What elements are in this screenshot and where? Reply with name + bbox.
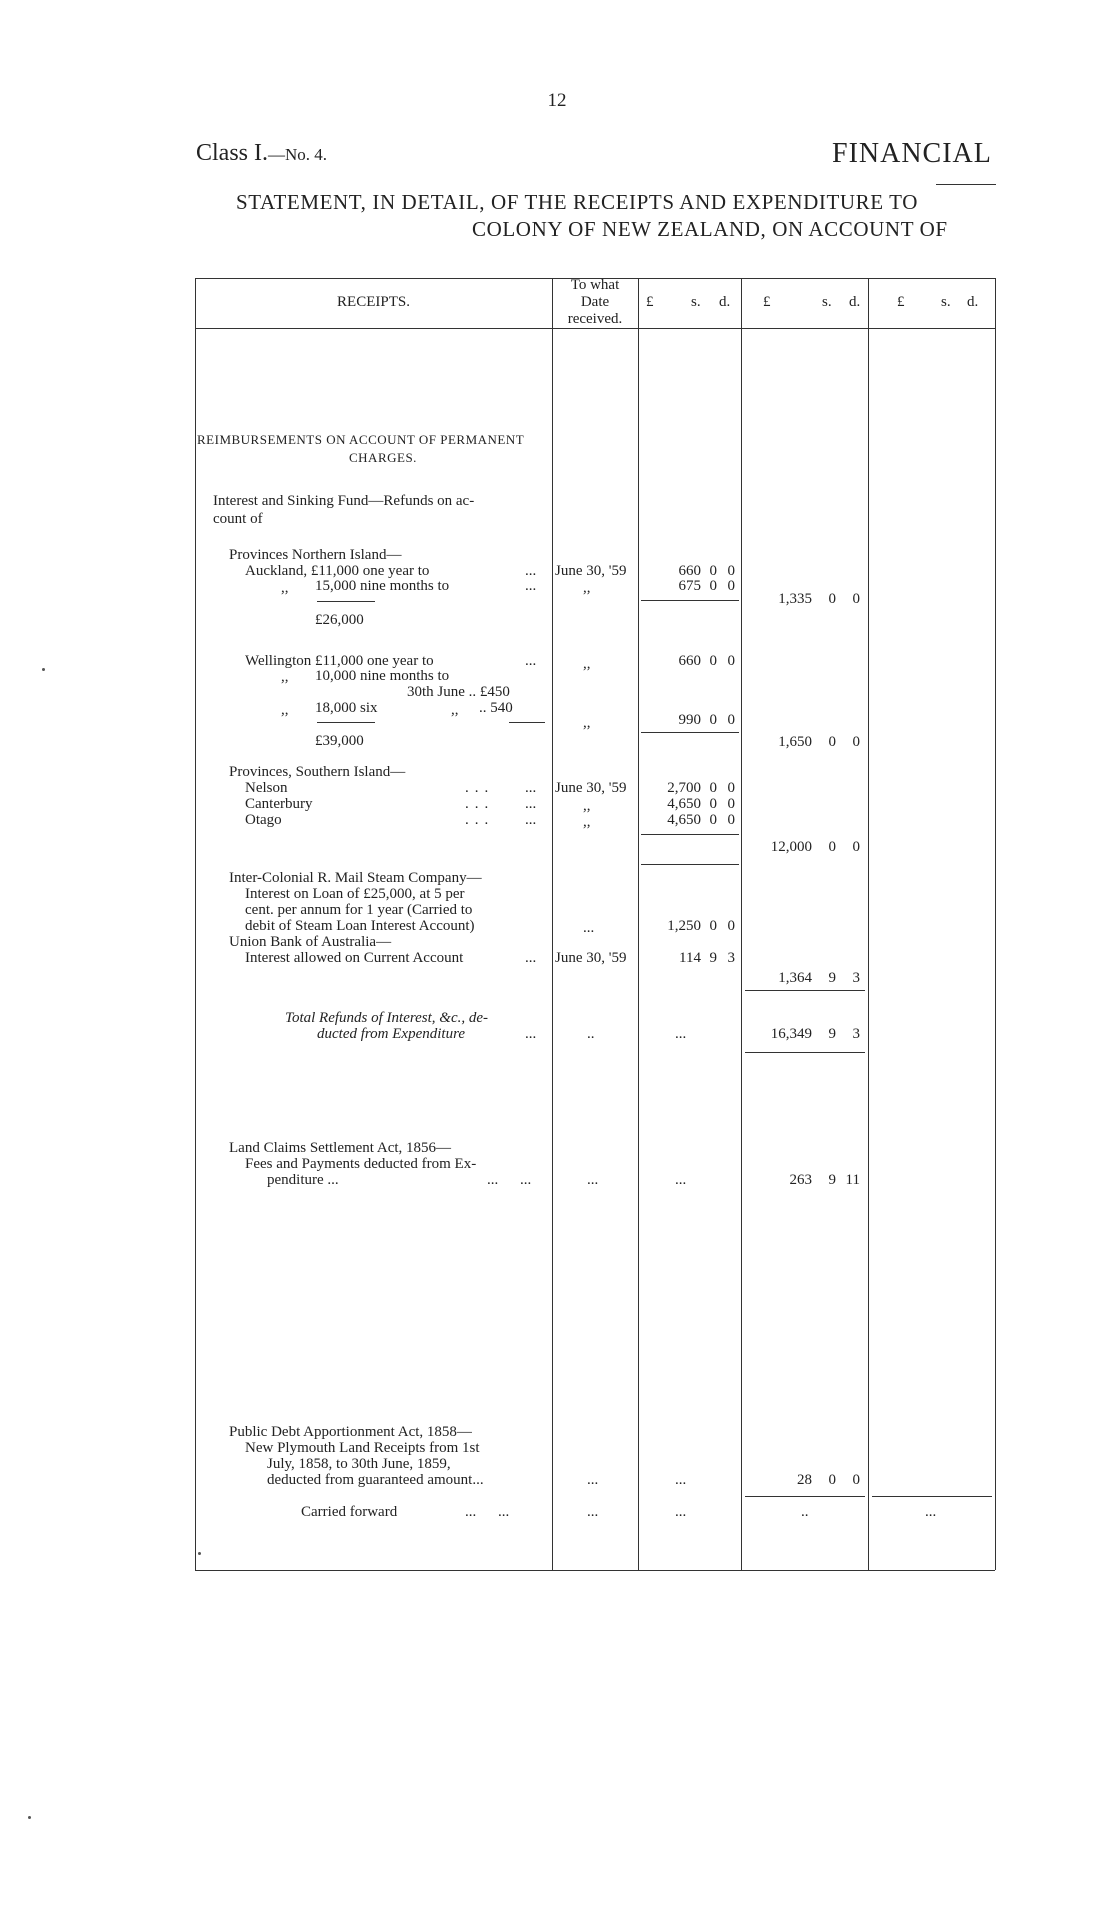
mail-line-3: cent. per annum for 1 year (Carried to bbox=[245, 902, 473, 918]
wellington-line-2b: 30th June .. £450 bbox=[407, 684, 510, 700]
land-claims-dots: ... ... bbox=[487, 1172, 532, 1188]
date-auckland-2: ,, bbox=[583, 580, 591, 596]
carried-forward-dots: ... ... bbox=[465, 1504, 510, 1520]
mail-line-1: Inter-Colonial R. Mail Steam Company— bbox=[229, 870, 482, 886]
date-union: June 30, '59 bbox=[555, 950, 627, 966]
land-claims-line-3: penditure ... bbox=[267, 1172, 339, 1188]
auckland-subrule bbox=[317, 601, 375, 602]
interest-heading-2: count of bbox=[213, 511, 263, 527]
amount-wellington-3-pence: 0 bbox=[727, 712, 735, 728]
col-rule-right bbox=[995, 278, 996, 1570]
date-total: .. bbox=[587, 1026, 595, 1042]
amount-wellington-3-pounds: 990 bbox=[678, 712, 701, 728]
total-south-pence: 0 bbox=[852, 839, 860, 855]
carried-rule-col2 bbox=[745, 1496, 865, 1497]
reimbursements-heading-2: CHARGES. bbox=[349, 450, 417, 465]
total-wellington-shillings: 0 bbox=[828, 734, 836, 750]
land-pounds: 263 bbox=[789, 1172, 812, 1188]
total-south-shillings: 0 bbox=[828, 839, 836, 855]
statement-title-line1: STATEMENT, IN DETAIL, OF THE RECEIPTS AND EXPENDITURE TO bbox=[236, 190, 918, 214]
south-amount-rule bbox=[641, 834, 739, 835]
financial-heading: FINANCIAL bbox=[832, 138, 992, 169]
land-claims-line-1: Land Claims Settlement Act, 1856— bbox=[229, 1140, 452, 1156]
canterbury-dots-2: ... bbox=[525, 796, 537, 812]
total-refunds-pounds: 16,349 bbox=[770, 1026, 812, 1042]
heading-rule bbox=[936, 184, 996, 185]
total-auckland-pence: 0 bbox=[852, 591, 860, 607]
total-wellington-pence: 0 bbox=[852, 734, 860, 750]
total-refunds-dots: ... bbox=[525, 1026, 537, 1042]
stray-mark-2 bbox=[28, 1816, 31, 1819]
pd-pence: 0 bbox=[852, 1472, 860, 1488]
wellington-line-3-ditto: ,, bbox=[281, 702, 289, 718]
wellington-total: £39,000 bbox=[315, 733, 364, 749]
amount-land-col1: ... bbox=[675, 1172, 687, 1188]
canterbury-dots: ... bbox=[465, 796, 495, 812]
public-debt-line-4: deducted from guaranteed amount... bbox=[267, 1472, 484, 1488]
header-shilling-1: s. bbox=[691, 294, 701, 310]
wellington-subrule-left bbox=[317, 722, 375, 723]
header-pound-2: £ bbox=[763, 294, 771, 310]
mail-line-2: Interest on Loan of £25,000, at 5 per bbox=[245, 886, 465, 902]
header-shilling-2: s. bbox=[822, 294, 832, 310]
total-refunds-pence: 3 bbox=[852, 1026, 860, 1042]
union-line-1: Union Bank of Australia— bbox=[229, 934, 392, 950]
amount-carried-col2: .. bbox=[801, 1504, 809, 1520]
wellington-amount-rule bbox=[641, 732, 739, 733]
amount-union-pence: 3 bbox=[727, 950, 735, 966]
amount-wellington-1-pence: 0 bbox=[727, 653, 735, 669]
col-rule-left bbox=[195, 278, 196, 1570]
wellington-line-1-dots: ... bbox=[525, 653, 537, 669]
wellington-subrule-right bbox=[509, 722, 545, 723]
header-receipts: RECEIPTS. bbox=[337, 294, 410, 310]
class-main: Class I. bbox=[196, 140, 268, 166]
amount-auckland-1-pounds: 660 bbox=[678, 563, 701, 579]
mail-amount-top-rule bbox=[641, 864, 739, 865]
nelson-dots-2: ... bbox=[525, 780, 537, 796]
mail-line-4: debit of Steam Loan Interest Account) bbox=[245, 918, 475, 934]
canterbury-label: Canterbury bbox=[245, 796, 313, 812]
date-nelson: June 30, '59 bbox=[555, 780, 627, 796]
total-mail-union-shillings: 9 bbox=[828, 970, 836, 986]
auckland-line-1-dots: ... bbox=[525, 563, 537, 579]
north-heading: Provinces Northern Island— bbox=[229, 547, 402, 563]
amount-wellington-3-shillings: 0 bbox=[709, 712, 717, 728]
amount-auckland-1-pence: 0 bbox=[727, 563, 735, 579]
public-debt-line-3: July, 1858, to 30th June, 1859, bbox=[267, 1456, 451, 1472]
auckland-line-2-dots: ... bbox=[525, 578, 537, 594]
otago-dots-2: ... bbox=[525, 812, 537, 828]
amount-mail-shillings: 0 bbox=[709, 918, 717, 934]
total-refunds-line-1: Total Refunds of Interest, &c., de- bbox=[285, 1010, 489, 1026]
amount-auckland-2-pounds: 675 bbox=[678, 578, 701, 594]
public-debt-line-2: New Plymouth Land Receipts from 1st bbox=[245, 1440, 480, 1456]
stray-mark-1 bbox=[42, 668, 45, 671]
reimbursements-heading-1: REIMBURSEMENTS ON ACCOUNT OF PERMANENT bbox=[197, 432, 525, 447]
col-rule-amt1 bbox=[638, 278, 639, 1570]
amount-wellington-1-shillings: 0 bbox=[709, 653, 717, 669]
date-canterbury: ,, bbox=[583, 798, 591, 814]
wellington-line-3-ditto2: ,, bbox=[451, 702, 459, 718]
wellington-line-2: 10,000 nine months to bbox=[315, 668, 450, 684]
land-shillings: 9 bbox=[828, 1172, 836, 1188]
auckland-line-2-ditto: ,, bbox=[281, 580, 289, 596]
wellington-line-3b: .. 540 bbox=[479, 700, 513, 716]
class-label bbox=[196, 140, 327, 167]
public-debt-line-1: Public Debt Apportionment Act, 1858— bbox=[229, 1424, 472, 1440]
stray-mark-3 bbox=[198, 1552, 201, 1555]
header-date-1: To what bbox=[570, 277, 620, 293]
header-pound-3: £ bbox=[897, 294, 905, 310]
page-number: 12 bbox=[547, 90, 567, 111]
amount-canterbury-shillings: 0 bbox=[709, 796, 717, 812]
auckland-line-2: 15,000 nine months to bbox=[315, 578, 450, 594]
header-date-2: Date bbox=[580, 294, 610, 310]
amount-carried-col1: ... bbox=[675, 1504, 687, 1520]
receipts-table bbox=[195, 278, 995, 1578]
interest-heading-1: Interest and Sinking Fund—Refunds on ac- bbox=[213, 493, 475, 509]
pd-shillings: 0 bbox=[828, 1472, 836, 1488]
col-rule-amt3 bbox=[868, 278, 869, 1570]
header-pound-1: £ bbox=[646, 294, 654, 310]
header-shilling-3: s. bbox=[941, 294, 951, 310]
amount-nelson-pounds: 2,700 bbox=[667, 780, 701, 796]
amount-canterbury-pounds: 4,650 bbox=[667, 796, 701, 812]
total-refunds-under-rule bbox=[745, 1052, 865, 1053]
col-rule-amt2 bbox=[741, 278, 742, 1570]
date-wellington-1: ,, bbox=[583, 656, 591, 672]
amount-total-col1: ... bbox=[675, 1026, 687, 1042]
carried-forward-label: Carried forward bbox=[301, 1504, 398, 1520]
nelson-dots: ... bbox=[465, 780, 495, 796]
total-mail-union-pence: 3 bbox=[852, 970, 860, 986]
statement-title-line2: COLONY OF NEW ZEALAND, ON ACCOUNT OF bbox=[472, 217, 948, 241]
nelson-label: Nelson bbox=[245, 780, 288, 796]
amount-nelson-shillings: 0 bbox=[709, 780, 717, 796]
wellington-line-3: 18,000 six bbox=[315, 700, 378, 716]
total-auckland-pounds: 1,335 bbox=[778, 591, 812, 607]
carried-rule-col3 bbox=[872, 1496, 992, 1497]
class-number: —No. 4. bbox=[268, 145, 328, 164]
date-auckland-1: June 30, '59 bbox=[555, 563, 627, 579]
auckland-total: £26,000 bbox=[315, 612, 364, 628]
auckland-amount-rule bbox=[641, 600, 739, 601]
date-mail: ... bbox=[583, 920, 595, 936]
amount-auckland-2-shillings: 0 bbox=[709, 578, 717, 594]
wellington-line-2-ditto: ,, bbox=[281, 669, 289, 685]
date-wellington-3: ,, bbox=[583, 715, 591, 731]
total-south-pounds: 12,000 bbox=[770, 839, 812, 855]
total-refunds-shillings: 9 bbox=[828, 1026, 836, 1042]
header-pence-1: d. bbox=[719, 294, 731, 310]
south-heading: Provinces, Southern Island— bbox=[229, 764, 406, 780]
amount-union-shillings: 9 bbox=[709, 950, 717, 966]
header-date-3: received. bbox=[567, 311, 623, 327]
total-wellington-pounds: 1,650 bbox=[778, 734, 812, 750]
auckland-line-1: Auckland, £11,000 one year to bbox=[245, 563, 430, 579]
table-bottom-rule bbox=[195, 1570, 995, 1571]
date-carried: ... bbox=[587, 1504, 599, 1520]
pd-pounds: 28 bbox=[797, 1472, 812, 1488]
header-pence-3: d. bbox=[967, 294, 979, 310]
amount-auckland-1-shillings: 0 bbox=[709, 563, 717, 579]
amount-otago-pence: 0 bbox=[727, 812, 735, 828]
amount-auckland-2-pence: 0 bbox=[727, 578, 735, 594]
header-pence-2: d. bbox=[849, 294, 861, 310]
date-land: ... bbox=[587, 1172, 599, 1188]
amount-nelson-pence: 0 bbox=[727, 780, 735, 796]
wellington-line-1: Wellington £11,000 one year to bbox=[245, 653, 434, 669]
date-otago: ,, bbox=[583, 814, 591, 830]
amount-otago-pounds: 4,650 bbox=[667, 812, 701, 828]
date-pd: ... bbox=[587, 1472, 599, 1488]
otago-label: Otago bbox=[245, 812, 282, 828]
total-mail-union-pounds: 1,364 bbox=[778, 970, 812, 986]
union-line-2: Interest allowed on Current Account bbox=[245, 950, 464, 966]
amount-otago-shillings: 0 bbox=[709, 812, 717, 828]
land-pence: 11 bbox=[845, 1172, 860, 1188]
union-line-2-dots: ... bbox=[525, 950, 537, 966]
amount-mail-pence: 0 bbox=[727, 918, 735, 934]
refund-total-rule bbox=[745, 990, 865, 991]
amount-carried-col3: ... bbox=[925, 1504, 937, 1520]
amount-pd-col1: ... bbox=[675, 1472, 687, 1488]
amount-union-pounds: 114 bbox=[679, 950, 701, 966]
otago-dots: ... bbox=[465, 812, 495, 828]
total-refunds-line-2: ducted from Expenditure bbox=[317, 1026, 466, 1042]
land-claims-line-2: Fees and Payments deducted from Ex- bbox=[245, 1156, 477, 1172]
amount-mail-pounds: 1,250 bbox=[667, 918, 701, 934]
col-rule-date bbox=[552, 278, 553, 1570]
amount-wellington-1-pounds: 660 bbox=[678, 653, 701, 669]
amount-canterbury-pence: 0 bbox=[727, 796, 735, 812]
header-bottom-rule bbox=[195, 328, 995, 329]
total-auckland-shillings: 0 bbox=[828, 591, 836, 607]
